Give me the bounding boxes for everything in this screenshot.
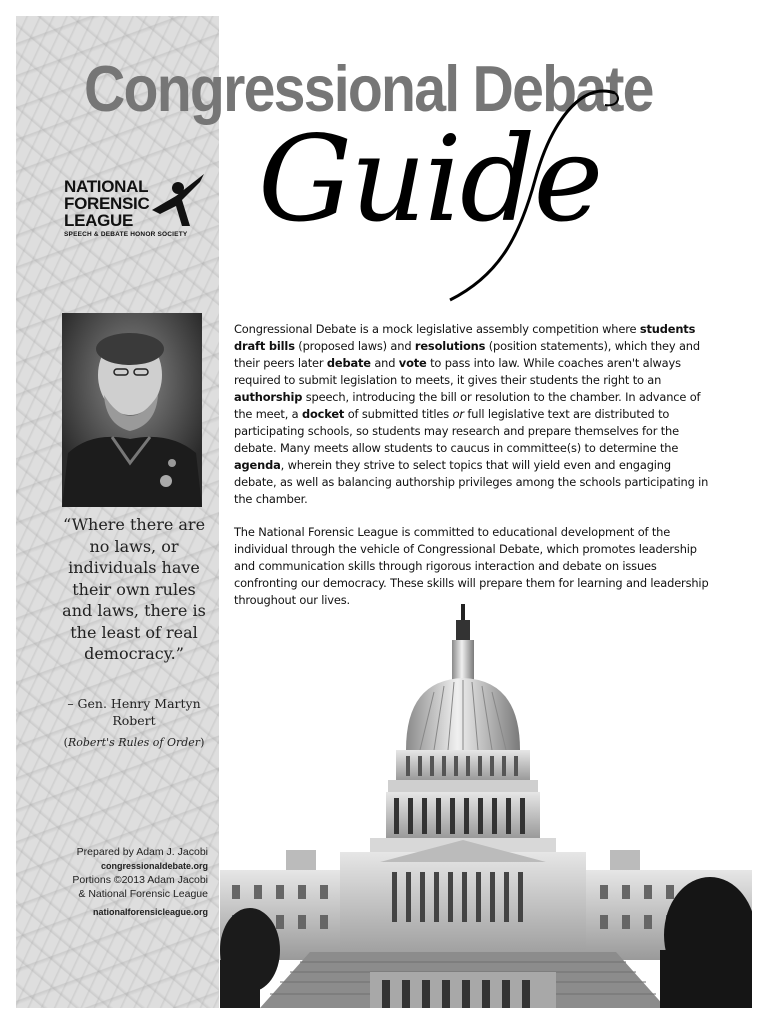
italic-term: or — [452, 407, 464, 421]
logo-line-2: FORENSIC — [64, 194, 150, 213]
paren-close: ) — [200, 736, 205, 749]
body-text — [234, 321, 710, 625]
bold-term: vote — [398, 356, 427, 370]
site-link-congressional[interactable]: congressionaldebate.org — [100, 861, 208, 871]
text-run: speech, introducing the bill or resolution to the chamber. In advance of the meet, a — [234, 390, 701, 421]
copyright-line: Portions ©2013 Adam Jacobi — [72, 874, 208, 886]
portrait-photo-icon — [62, 313, 202, 507]
bold-term: agenda — [234, 458, 281, 472]
paragraph-intro — [234, 321, 710, 508]
page-title: Congressional Debate — [84, 52, 653, 125]
logo-line-1: NATIONAL — [64, 177, 149, 196]
bold-term: docket — [301, 407, 345, 421]
text-run: to pass into law. While coaches aren't always required to submit legislation to meets, it gives their students the right to an — [234, 356, 681, 387]
bold-term: debate — [326, 356, 371, 370]
text-run: , wherein they strive to select topics that will yield even and engaging debate, as well as balancing authorship privileges among the schools participating in the chamber. — [234, 458, 709, 506]
book-title: Robert's Rules of Order — [67, 736, 201, 749]
quote-source — [60, 736, 208, 749]
logo-line-3: LEAGUE — [64, 211, 134, 230]
credits — [56, 845, 208, 919]
quote-attribution: – Gen. Henry Martyn Robert — [67, 696, 201, 728]
bold-term: authorship — [234, 390, 303, 404]
page-subtitle: Guide — [258, 110, 602, 248]
speaker-figure-icon — [146, 170, 208, 230]
text-run: and — [370, 356, 399, 370]
prepared-by: Prepared by Adam J. Jacobi — [76, 846, 208, 858]
nfl-logo — [64, 178, 214, 246]
bold-term: resolutions — [414, 339, 486, 353]
paragraph-mission: The National Forensic League is committed to educational development of the individual through the vehicle of Congressional Debate, which promotes leadership and communication skills through rigorous interaction and debate on issues confronting our democracy. These skills will prepare them for learning and leadership throughout our lives. — [234, 525, 709, 607]
logo-tagline: SPEECH & DEBATE HONOR SOCIETY — [64, 231, 188, 238]
text-run: (proposed laws) and — [294, 339, 415, 353]
site-link-nfl[interactable]: nationalforensicleague.org — [92, 907, 208, 917]
capitol-building-icon — [220, 600, 752, 1008]
text-run: full legislative text are distributed to participating schools, so students may research and prepare themselves for the debate. Many meets allow students to caucus in committee(s) to determine the — [234, 407, 679, 455]
copyright-line-2: & National Forensic League — [78, 888, 208, 900]
paren-open: ( — [63, 736, 68, 749]
text-run: Congressional Debate is a mock legislative assembly competition where — [234, 322, 640, 336]
quote-text: “Where there are no laws, or individuals have their own rules and laws, there is the least of real democracy.” — [62, 515, 206, 663]
text-run: (position statements), which they and their peers later — [234, 339, 700, 370]
bold-term: students draft bills — [234, 322, 696, 353]
text-run: of submitted titles — [344, 407, 453, 421]
